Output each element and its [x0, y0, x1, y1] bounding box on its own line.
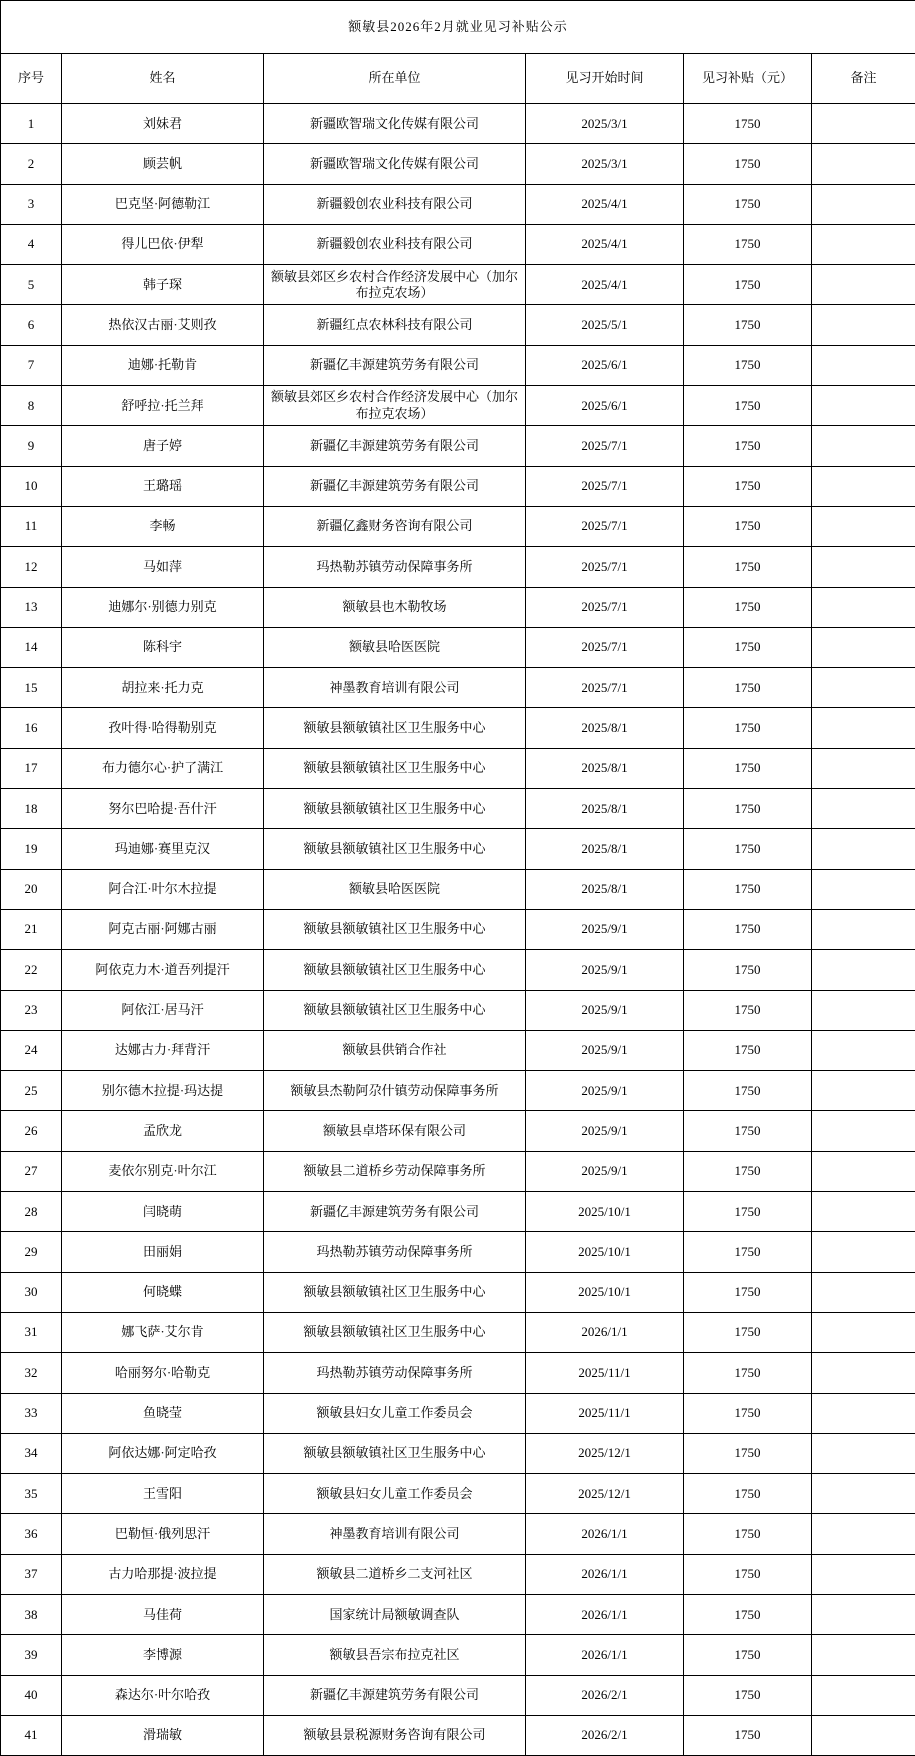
- cell-unit: 额敏县卓塔环保有限公司: [264, 1111, 526, 1151]
- cell-name: 刘妹君: [62, 104, 264, 144]
- cell-subsidy: 1750: [684, 1071, 812, 1111]
- cell-subsidy: 1750: [684, 1232, 812, 1272]
- cell-start-date: 2025/12/1: [526, 1474, 684, 1514]
- table-row: [1, 990, 915, 1030]
- cell-start-date: 2026/1/1: [526, 1312, 684, 1352]
- cell-name: 马如萍: [62, 547, 264, 587]
- cell-name: 阿克古丽·阿娜古丽: [62, 909, 264, 949]
- cell-unit: 额敏县额敏镇社区卫生服务中心: [264, 990, 526, 1030]
- cell-unit: 新疆毅创农业科技有限公司: [264, 184, 526, 224]
- cell-index: 30: [1, 1272, 62, 1312]
- cell-name: 娜飞萨·艾尔肯: [62, 1312, 264, 1352]
- cell-start-date: 2025/11/1: [526, 1393, 684, 1433]
- cell-name: 古力哈那提·波拉提: [62, 1554, 264, 1594]
- cell-index: 32: [1, 1353, 62, 1393]
- cell-unit: 额敏县吾宗布拉克社区: [264, 1635, 526, 1675]
- cell-unit: 额敏县额敏镇社区卫生服务中心: [264, 789, 526, 829]
- table-row: [1, 386, 915, 426]
- cell-index: 16: [1, 708, 62, 748]
- cell-start-date: 2025/10/1: [526, 1272, 684, 1312]
- cell-subsidy: 1750: [684, 1312, 812, 1352]
- table-row: [1, 305, 915, 345]
- cell-unit: 额敏县妇女儿童工作委员会: [264, 1393, 526, 1433]
- cell-index: 9: [1, 426, 62, 466]
- cell-index: 20: [1, 869, 62, 909]
- cell-remark: [812, 748, 915, 788]
- cell-remark: [812, 587, 915, 627]
- table-row: [1, 506, 915, 546]
- cell-name: 孟欣龙: [62, 1111, 264, 1151]
- cell-unit: 额敏县额敏镇社区卫生服务中心: [264, 829, 526, 869]
- cell-remark: [812, 1232, 915, 1272]
- cell-subsidy: 1750: [684, 305, 812, 345]
- cell-name: 何晓蝶: [62, 1272, 264, 1312]
- cell-name: 鱼晓莹: [62, 1393, 264, 1433]
- table-row: [1, 1151, 915, 1191]
- cell-index: 11: [1, 506, 62, 546]
- cell-start-date: 2025/9/1: [526, 950, 684, 990]
- cell-remark: [812, 305, 915, 345]
- cell-remark: [812, 426, 915, 466]
- cell-unit: 玛热勒苏镇劳动保障事务所: [264, 1232, 526, 1272]
- cell-unit: 新疆亿丰源建筑劳务有限公司: [264, 1192, 526, 1232]
- cell-name: 森达尔·叶尔哈孜: [62, 1675, 264, 1715]
- cell-index: 38: [1, 1594, 62, 1634]
- cell-start-date: 2025/9/1: [526, 1071, 684, 1111]
- cell-subsidy: 1750: [684, 1594, 812, 1634]
- cell-name: 迪娜·托勒肯: [62, 345, 264, 385]
- cell-name: 达娜古力·拜背汗: [62, 1030, 264, 1070]
- cell-unit: 额敏县额敏镇社区卫生服务中心: [264, 950, 526, 990]
- header-cell-remark: 备注: [812, 54, 915, 104]
- cell-subsidy: 1750: [684, 1715, 812, 1755]
- cell-unit: 玛热勒苏镇劳动保障事务所: [264, 1353, 526, 1393]
- cell-subsidy: 1750: [684, 789, 812, 829]
- cell-subsidy: 1750: [684, 909, 812, 949]
- cell-name: 玛迪娜·赛里克汉: [62, 829, 264, 869]
- cell-name: 哈丽努尔·哈勒克: [62, 1353, 264, 1393]
- cell-start-date: 2025/7/1: [526, 547, 684, 587]
- table-row: [1, 1192, 915, 1232]
- header-cell-subsidy: 见习补贴（元）: [684, 54, 812, 104]
- cell-name: 别尔德木拉提·玛达提: [62, 1071, 264, 1111]
- table-row: [1, 748, 915, 788]
- cell-name: 布力德尔心·护了满江: [62, 748, 264, 788]
- table-row: [1, 1433, 915, 1473]
- cell-unit: 额敏县哈医医院: [264, 869, 526, 909]
- cell-unit: 额敏县景税源财务咨询有限公司: [264, 1715, 526, 1755]
- cell-name: 滑瑞敏: [62, 1715, 264, 1755]
- header-cell-name: 姓名: [62, 54, 264, 104]
- table-row: [1, 869, 915, 909]
- cell-start-date: 2025/9/1: [526, 1030, 684, 1070]
- cell-remark: [812, 1151, 915, 1191]
- cell-start-date: 2025/11/1: [526, 1353, 684, 1393]
- cell-remark: [812, 1433, 915, 1473]
- cell-name: 马佳荷: [62, 1594, 264, 1634]
- cell-unit: 神墨教育培训有限公司: [264, 668, 526, 708]
- cell-start-date: 2025/5/1: [526, 305, 684, 345]
- cell-remark: [812, 627, 915, 667]
- cell-remark: [812, 1393, 915, 1433]
- cell-start-date: 2025/8/1: [526, 829, 684, 869]
- cell-index: 12: [1, 547, 62, 587]
- table-row: [1, 668, 915, 708]
- cell-name: 阿依克力木·道吾列提汗: [62, 950, 264, 990]
- cell-start-date: 2025/3/1: [526, 104, 684, 144]
- cell-start-date: 2026/1/1: [526, 1635, 684, 1675]
- table-row: [1, 1312, 915, 1352]
- cell-remark: [812, 506, 915, 546]
- cell-subsidy: 1750: [684, 1272, 812, 1312]
- cell-index: 18: [1, 789, 62, 829]
- cell-subsidy: 1750: [684, 506, 812, 546]
- cell-subsidy: 1750: [684, 627, 812, 667]
- cell-remark: [812, 1635, 915, 1675]
- cell-subsidy: 1750: [684, 1353, 812, 1393]
- cell-unit: 玛热勒苏镇劳动保障事务所: [264, 547, 526, 587]
- cell-start-date: 2025/8/1: [526, 869, 684, 909]
- cell-unit: 额敏县郊区乡农村合作经济发展中心（加尔布拉克农场）: [264, 265, 526, 305]
- cell-index: 26: [1, 1111, 62, 1151]
- cell-name: 迪娜尔·别德力别克: [62, 587, 264, 627]
- cell-index: 36: [1, 1514, 62, 1554]
- cell-index: 15: [1, 668, 62, 708]
- table-row: [1, 1635, 915, 1675]
- cell-unit: 额敏县也木勒牧场: [264, 587, 526, 627]
- table-row: [1, 1474, 915, 1514]
- cell-unit: 额敏县二道桥乡二支河社区: [264, 1554, 526, 1594]
- cell-remark: [812, 1111, 915, 1151]
- cell-remark: [812, 708, 915, 748]
- cell-subsidy: 1750: [684, 386, 812, 426]
- cell-start-date: 2025/7/1: [526, 506, 684, 546]
- table-row: [1, 587, 915, 627]
- cell-start-date: 2025/8/1: [526, 708, 684, 748]
- cell-subsidy: 1750: [684, 547, 812, 587]
- cell-name: 韩子琛: [62, 265, 264, 305]
- cell-unit: 新疆亿鑫财务咨询有限公司: [264, 506, 526, 546]
- cell-remark: [812, 386, 915, 426]
- cell-unit: 额敏县供销合作社: [264, 1030, 526, 1070]
- table-row: [1, 426, 915, 466]
- cell-unit: 新疆欧智瑞文化传媒有限公司: [264, 104, 526, 144]
- cell-remark: [812, 224, 915, 264]
- cell-subsidy: 1750: [684, 144, 812, 184]
- cell-index: 37: [1, 1554, 62, 1594]
- cell-index: 4: [1, 224, 62, 264]
- table-row: [1, 466, 915, 506]
- cell-unit: 额敏县杰勒阿尕什镇劳动保障事务所: [264, 1071, 526, 1111]
- cell-name: 阿合江·叶尔木拉提: [62, 869, 264, 909]
- cell-subsidy: 1750: [684, 345, 812, 385]
- cell-unit: 额敏县郊区乡农村合作经济发展中心（加尔布拉克农场）: [264, 386, 526, 426]
- cell-start-date: 2025/9/1: [526, 1111, 684, 1151]
- cell-remark: [812, 1594, 915, 1634]
- table-row: [1, 265, 915, 305]
- cell-remark: [812, 1675, 915, 1715]
- cell-remark: [812, 1071, 915, 1111]
- table-row: [1, 184, 915, 224]
- cell-subsidy: 1750: [684, 1554, 812, 1594]
- cell-unit: 新疆毅创农业科技有限公司: [264, 224, 526, 264]
- cell-index: 24: [1, 1030, 62, 1070]
- cell-index: 39: [1, 1635, 62, 1675]
- cell-remark: [812, 1514, 915, 1554]
- cell-start-date: 2025/4/1: [526, 265, 684, 305]
- cell-name: 田丽娟: [62, 1232, 264, 1272]
- cell-remark: [812, 950, 915, 990]
- cell-start-date: 2025/4/1: [526, 224, 684, 264]
- cell-unit: 额敏县额敏镇社区卫生服务中心: [264, 909, 526, 949]
- cell-unit: 额敏县额敏镇社区卫生服务中心: [264, 1312, 526, 1352]
- cell-remark: [812, 829, 915, 869]
- cell-name: 王雪阳: [62, 1474, 264, 1514]
- cell-index: 7: [1, 345, 62, 385]
- cell-start-date: 2025/6/1: [526, 345, 684, 385]
- cell-start-date: 2026/2/1: [526, 1715, 684, 1755]
- cell-remark: [812, 104, 915, 144]
- cell-subsidy: 1750: [684, 708, 812, 748]
- cell-subsidy: 1750: [684, 466, 812, 506]
- table-row: [1, 1071, 915, 1111]
- cell-name: 巴勒恒·俄列思汗: [62, 1514, 264, 1554]
- table-row: [1, 909, 915, 949]
- cell-remark: [812, 1030, 915, 1070]
- table-row: [1, 104, 915, 144]
- cell-subsidy: 1750: [684, 869, 812, 909]
- cell-index: 2: [1, 144, 62, 184]
- header-cell-unit: 所在单位: [264, 54, 526, 104]
- cell-index: 13: [1, 587, 62, 627]
- table-row: [1, 144, 915, 184]
- cell-start-date: 2025/10/1: [526, 1232, 684, 1272]
- cell-unit: 额敏县哈医医院: [264, 627, 526, 667]
- cell-unit: 新疆红点农林科技有限公司: [264, 305, 526, 345]
- cell-subsidy: 1750: [684, 1514, 812, 1554]
- page-title: 额敏县2026年2月就业见习补贴公示: [1, 1, 915, 54]
- cell-remark: [812, 909, 915, 949]
- cell-name: 李博源: [62, 1635, 264, 1675]
- cell-index: 19: [1, 829, 62, 869]
- title-row: [1, 1, 915, 54]
- cell-index: 34: [1, 1433, 62, 1473]
- cell-remark: [812, 184, 915, 224]
- cell-index: 22: [1, 950, 62, 990]
- cell-name: 得儿巴依·伊犁: [62, 224, 264, 264]
- cell-remark: [812, 1474, 915, 1514]
- cell-subsidy: 1750: [684, 1151, 812, 1191]
- table-row: [1, 1393, 915, 1433]
- cell-subsidy: 1750: [684, 265, 812, 305]
- cell-name: 王璐瑶: [62, 466, 264, 506]
- cell-start-date: 2026/1/1: [526, 1514, 684, 1554]
- table-row: [1, 345, 915, 385]
- cell-name: 李畅: [62, 506, 264, 546]
- cell-remark: [812, 1554, 915, 1594]
- cell-remark: [812, 869, 915, 909]
- table-row: [1, 1514, 915, 1554]
- cell-remark: [812, 1353, 915, 1393]
- header-cell-index: 序号: [1, 54, 62, 104]
- table-row: [1, 224, 915, 264]
- cell-name: 阿依江·居马汗: [62, 990, 264, 1030]
- cell-start-date: 2025/6/1: [526, 386, 684, 426]
- cell-start-date: 2025/12/1: [526, 1433, 684, 1473]
- cell-subsidy: 1750: [684, 1192, 812, 1232]
- cell-start-date: 2025/8/1: [526, 748, 684, 788]
- cell-remark: [812, 1192, 915, 1232]
- cell-start-date: 2025/10/1: [526, 1192, 684, 1232]
- cell-unit: 新疆亿丰源建筑劳务有限公司: [264, 345, 526, 385]
- cell-name: 努尔巴哈提·吾什汗: [62, 789, 264, 829]
- cell-index: 6: [1, 305, 62, 345]
- table-row: [1, 789, 915, 829]
- cell-start-date: 2025/9/1: [526, 990, 684, 1030]
- cell-subsidy: 1750: [684, 184, 812, 224]
- table-row: [1, 1030, 915, 1070]
- cell-name: 唐子婷: [62, 426, 264, 466]
- cell-index: 21: [1, 909, 62, 949]
- cell-index: 17: [1, 748, 62, 788]
- cell-unit: 新疆亿丰源建筑劳务有限公司: [264, 1675, 526, 1715]
- cell-unit: 新疆亿丰源建筑劳务有限公司: [264, 426, 526, 466]
- cell-remark: [812, 789, 915, 829]
- cell-remark: [812, 345, 915, 385]
- table-row: [1, 1554, 915, 1594]
- cell-subsidy: 1750: [684, 1675, 812, 1715]
- cell-index: 40: [1, 1675, 62, 1715]
- table-row: [1, 708, 915, 748]
- cell-index: 14: [1, 627, 62, 667]
- cell-start-date: 2025/7/1: [526, 466, 684, 506]
- cell-index: 33: [1, 1393, 62, 1433]
- cell-subsidy: 1750: [684, 1474, 812, 1514]
- cell-unit: 新疆亿丰源建筑劳务有限公司: [264, 466, 526, 506]
- cell-index: 25: [1, 1071, 62, 1111]
- cell-start-date: 2025/7/1: [526, 426, 684, 466]
- cell-index: 10: [1, 466, 62, 506]
- cell-start-date: 2025/9/1: [526, 909, 684, 949]
- table-row: [1, 1675, 915, 1715]
- cell-index: 28: [1, 1192, 62, 1232]
- table-body: [1, 104, 915, 1756]
- cell-name: 孜叶得·哈得勒别克: [62, 708, 264, 748]
- cell-subsidy: 1750: [684, 668, 812, 708]
- cell-unit: 额敏县额敏镇社区卫生服务中心: [264, 708, 526, 748]
- cell-subsidy: 1750: [684, 224, 812, 264]
- cell-remark: [812, 547, 915, 587]
- cell-start-date: 2026/2/1: [526, 1675, 684, 1715]
- cell-subsidy: 1750: [684, 829, 812, 869]
- table-row: [1, 829, 915, 869]
- cell-index: 8: [1, 386, 62, 426]
- cell-subsidy: 1750: [684, 104, 812, 144]
- cell-subsidy: 1750: [684, 1111, 812, 1151]
- cell-start-date: 2025/8/1: [526, 789, 684, 829]
- cell-unit: 神墨教育培训有限公司: [264, 1514, 526, 1554]
- cell-start-date: 2026/1/1: [526, 1554, 684, 1594]
- cell-subsidy: 1750: [684, 1635, 812, 1675]
- table-row: [1, 1715, 915, 1755]
- table-row: [1, 1111, 915, 1151]
- cell-name: 热依汉古丽·艾则孜: [62, 305, 264, 345]
- cell-start-date: 2025/9/1: [526, 1151, 684, 1191]
- cell-subsidy: 1750: [684, 990, 812, 1030]
- cell-start-date: 2025/7/1: [526, 627, 684, 667]
- cell-unit: 额敏县二道桥乡劳动保障事务所: [264, 1151, 526, 1191]
- cell-start-date: 2025/4/1: [526, 184, 684, 224]
- cell-index: 27: [1, 1151, 62, 1191]
- cell-name: 阿依达娜·阿定哈孜: [62, 1433, 264, 1473]
- cell-start-date: 2026/1/1: [526, 1594, 684, 1634]
- table-row: [1, 1594, 915, 1634]
- cell-remark: [812, 466, 915, 506]
- cell-name: 顾芸帆: [62, 144, 264, 184]
- table-row: [1, 1232, 915, 1272]
- cell-index: 5: [1, 265, 62, 305]
- cell-remark: [812, 265, 915, 305]
- cell-index: 29: [1, 1232, 62, 1272]
- cell-subsidy: 1750: [684, 950, 812, 990]
- header-cell-start-date: 见习开始时间: [526, 54, 684, 104]
- cell-name: 舒呼拉·托兰拜: [62, 386, 264, 426]
- cell-subsidy: 1750: [684, 1393, 812, 1433]
- table-row: [1, 1272, 915, 1312]
- cell-unit: 额敏县额敏镇社区卫生服务中心: [264, 1272, 526, 1312]
- header-row: [1, 54, 915, 104]
- cell-remark: [812, 990, 915, 1030]
- cell-subsidy: 1750: [684, 748, 812, 788]
- cell-remark: [812, 1272, 915, 1312]
- cell-remark: [812, 1312, 915, 1352]
- cell-subsidy: 1750: [684, 426, 812, 466]
- cell-subsidy: 1750: [684, 1433, 812, 1473]
- cell-start-date: 2025/7/1: [526, 587, 684, 627]
- cell-name: 陈科宇: [62, 627, 264, 667]
- cell-name: 麦依尔别克·叶尔江: [62, 1151, 264, 1191]
- cell-remark: [812, 144, 915, 184]
- cell-start-date: 2025/7/1: [526, 668, 684, 708]
- cell-index: 3: [1, 184, 62, 224]
- cell-index: 35: [1, 1474, 62, 1514]
- cell-unit: 额敏县额敏镇社区卫生服务中心: [264, 1433, 526, 1473]
- cell-name: 巴克坚·阿德勒江: [62, 184, 264, 224]
- cell-unit: 新疆欧智瑞文化传媒有限公司: [264, 144, 526, 184]
- cell-index: 1: [1, 104, 62, 144]
- cell-remark: [812, 1715, 915, 1755]
- cell-name: 闫晓萌: [62, 1192, 264, 1232]
- cell-unit: 额敏县额敏镇社区卫生服务中心: [264, 748, 526, 788]
- cell-index: 31: [1, 1312, 62, 1352]
- table-row: [1, 950, 915, 990]
- table-row: [1, 547, 915, 587]
- cell-subsidy: 1750: [684, 587, 812, 627]
- table-row: [1, 1353, 915, 1393]
- cell-subsidy: 1750: [684, 1030, 812, 1070]
- cell-index: 23: [1, 990, 62, 1030]
- cell-index: 41: [1, 1715, 62, 1755]
- cell-name: 胡拉来·托力克: [62, 668, 264, 708]
- table-row: [1, 627, 915, 667]
- cell-remark: [812, 668, 915, 708]
- cell-unit: 国家统计局额敏调查队: [264, 1594, 526, 1634]
- cell-start-date: 2025/3/1: [526, 144, 684, 184]
- cell-unit: 额敏县妇女儿童工作委员会: [264, 1474, 526, 1514]
